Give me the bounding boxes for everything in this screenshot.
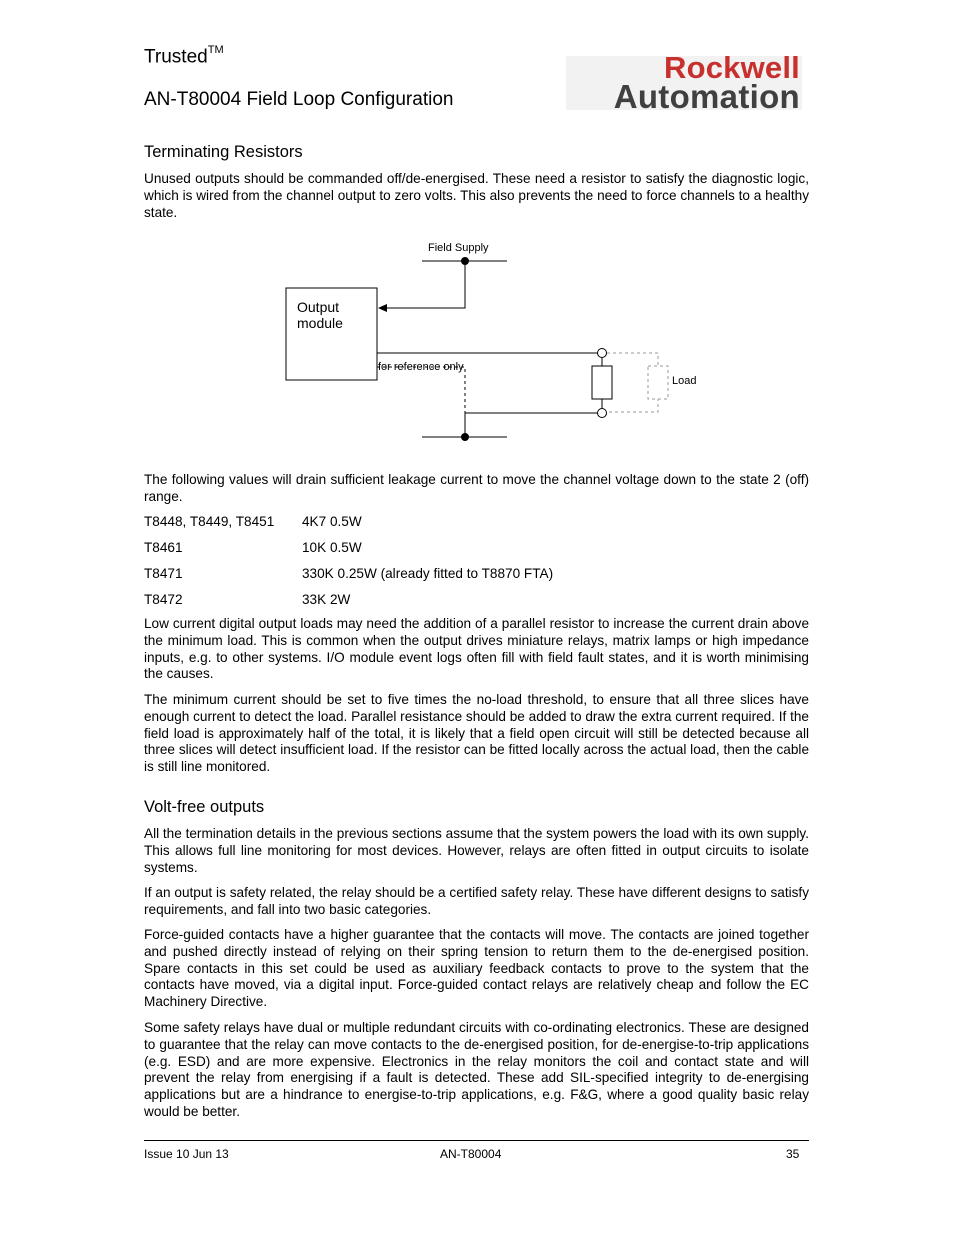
- paragraph-volt-free-1: All the termination details in the previous sections assume that the system powers the load with its own supply. This allows full line monitoring for most devices. However, relays are often fitted in output circuits to isolate systems.: [144, 826, 809, 875]
- paragraph-min-current: The minimum current should be set to five times the no-load threshold, to ensure that all three slices have enough current to detect the load. Parallel resistance should be added to draw the extra current required. If the field load is approximately half of the total, it is likely that a field open circuit will still be detected because all three slices will detect insufficient load. If the resistor can be fitted locally across the actual load, then the cable is still line monitored.: [144, 692, 809, 775]
- section-heading-volt-free-outputs: Volt-free outputs: [144, 798, 265, 816]
- table-cell-modules: T8448, T8449, T8451: [144, 514, 275, 529]
- table-cell-value: 4K7 0.5W: [302, 514, 362, 529]
- terminal-bottom: [598, 409, 607, 418]
- rockwell-automation-logo: [566, 50, 802, 115]
- section-heading-terminating-resistors: Terminating Resistors: [144, 143, 303, 161]
- footer-divider: [144, 1140, 809, 1141]
- table-cell-modules: T8472: [144, 592, 183, 607]
- input-arrow: [378, 304, 387, 312]
- supply-feed-wire: [380, 261, 465, 308]
- load-label: Load: [672, 375, 697, 387]
- load-dashed-box: [648, 366, 668, 399]
- footer-page-number: 35: [786, 1147, 800, 1161]
- logo-rockwell-text: Rockwell: [664, 50, 800, 85]
- paragraph-volt-free-3: Force-guided contacts have a higher guarantee that the contacts will move. The contacts are joined together and pushed directly instead of relying on their spring tension to return them to the de-energised position. Spare contacts in this set could be used as auxiliary feedback contacts to prove to the system that the contacts have moved, via a digital input. Force-guided contact relays are relatively cheap and follow the EC Machinery Directive.: [144, 927, 809, 1010]
- footer-doc-id: AN-T80004: [440, 1147, 502, 1161]
- paragraph-intro: Unused outputs should be commanded off/de-energised. These need a resistor to satisfy the diagnostic logic, which is wired from the channel output to zero volts. This also prevents the need to force channels to a healthy state.: [144, 171, 809, 220]
- table-cell-modules: T8471: [144, 566, 183, 581]
- field-supply-label: Field Supply: [428, 242, 489, 254]
- footer-issue: Issue 10 Jun 13: [144, 1147, 229, 1161]
- paragraph-volt-free-4: Some safety relays have dual or multiple redundant circuits with co-ordinating electronics. These are designed to guarantee that the relay can move contacts to the de-energised position, for de-energise-to-trip applications (e.g. ESD) and are more expensive. Electronics in the relay monitors the coil and contact state and will prevent the relay from energising if a fault is detected. These add SIL-specified integrity to de-energising applications but are a hindrance to energise-to-trip applications, e.g. F&G, where a good quality basic relay would be better.: [144, 1020, 809, 1119]
- table-cell-modules: T8461: [144, 540, 183, 555]
- terminating-resistor: [592, 366, 612, 399]
- output-module-label: Output module: [297, 299, 343, 331]
- document-subtitle: AN-T80004 Field Loop Configuration: [144, 89, 454, 110]
- table-cell-value: 33K 2W: [302, 592, 351, 607]
- document-title: Trusted™: [144, 44, 224, 68]
- circuit-svg: [280, 236, 720, 451]
- paragraph-volt-free-2: If an output is safety related, the relay should be a certified safety relay. These have different designs to satisfy requirements, and fall into two basic categories.: [144, 885, 809, 917]
- circuit-diagram: [280, 236, 720, 451]
- table-cell-value: 10K 0.5W: [302, 540, 362, 555]
- paragraph-low-current: Low current digital output loads may need the addition of a parallel resistor to increase the current drain above the minimum load. This is common when the output drives miniature relays, matrix lamps or high impedance inputs, e.g. to other systems. I/O module event logs often fill with field fault states, and it is worth minimising the causes.: [144, 616, 809, 682]
- for-reference-label: for reference only: [378, 361, 464, 373]
- zero-volt-node: [461, 433, 469, 441]
- table-cell-value: 330K 0.25W (already fitted to T8870 FTA): [302, 566, 554, 581]
- terminal-top: [598, 349, 607, 358]
- trademark-sup: TM: [207, 44, 224, 56]
- paragraph-values-intro: The following values will drain sufficient leakage current to move the channel voltage down to the state 2 (off) range.: [144, 472, 809, 504]
- reference-dashed-line: [377, 367, 465, 413]
- logo-automation-text: Automation: [613, 78, 800, 115]
- return-wire: [465, 413, 598, 437]
